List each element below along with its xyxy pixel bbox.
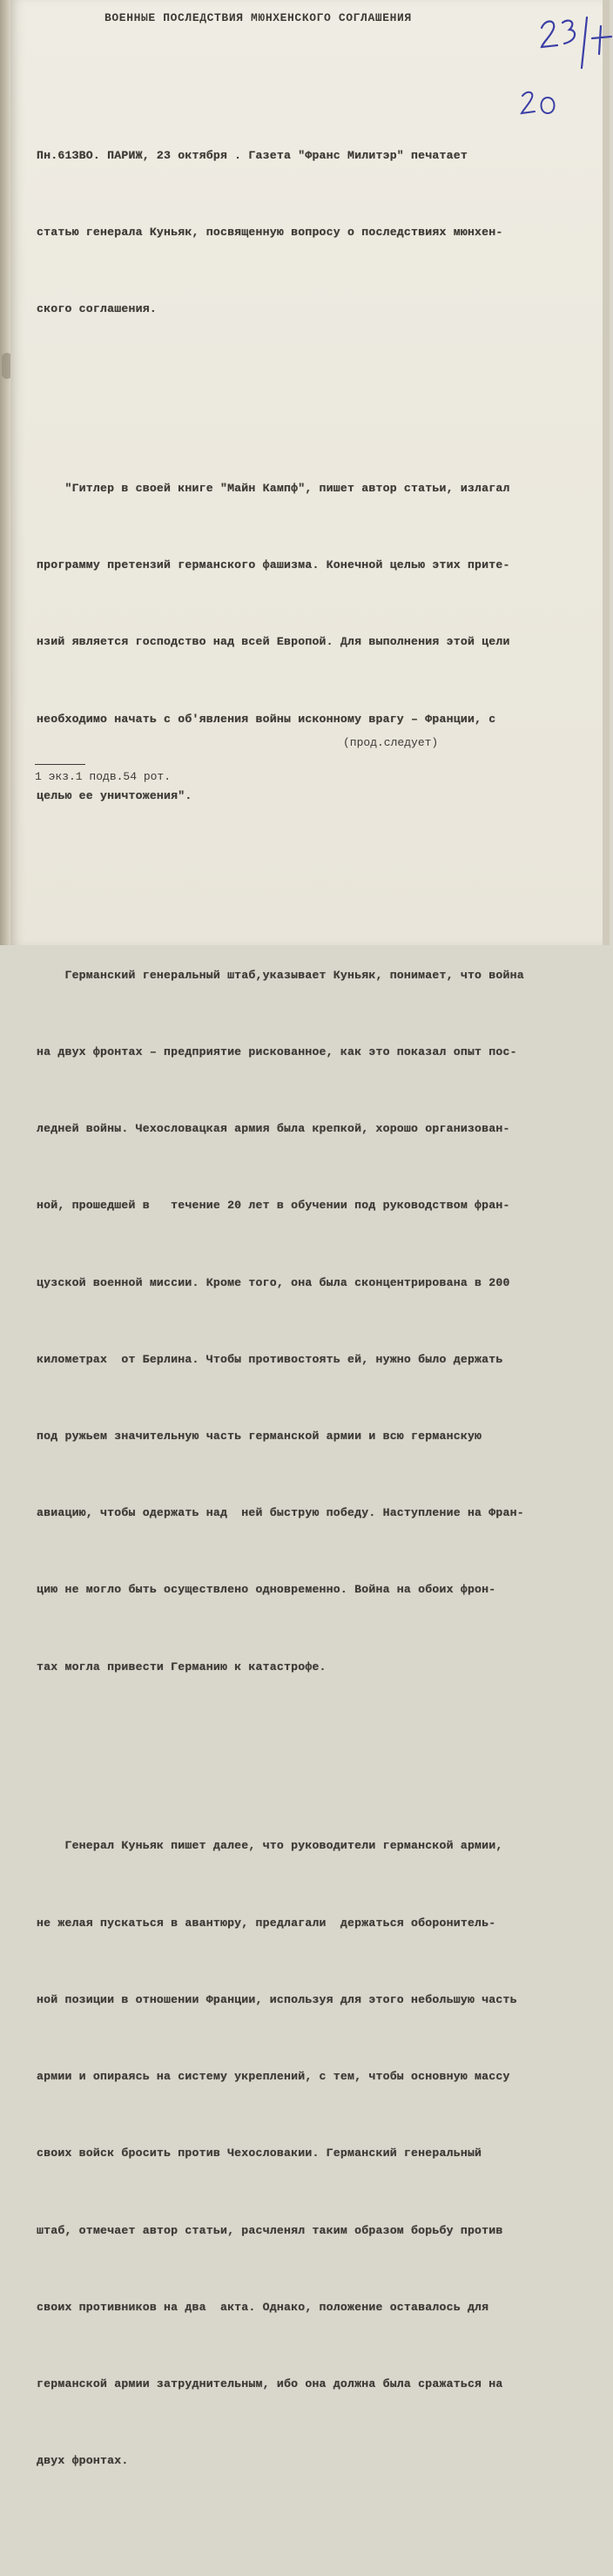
- text-line: статью генерала Куньяк, посвященную вопросу о последствиях мюнхен-: [37, 225, 503, 239]
- text-line: тах могла привести Германию к катастрофе.: [37, 1660, 327, 1673]
- paragraph-2: [37, 424, 524, 860]
- footnote-rule: [35, 764, 85, 765]
- paper-sheet: [10, 0, 603, 2468]
- continuation-note: (прод.следует): [343, 736, 439, 749]
- document-body: [37, 40, 524, 2576]
- text-line: своих войск бросить против Чехословакии. Германский генеральный: [37, 2147, 482, 2160]
- text-line: километрах от Берлина. Чтобы противостоять ей, нужно было держать: [37, 1352, 503, 1366]
- text-line: ледней войны. Чехословацкая армия была крепкой, хорошо организован-: [37, 1122, 510, 1136]
- text-line: двух фронтах.: [37, 2454, 129, 2468]
- paragraph-1: [37, 91, 524, 373]
- text-line: на двух фронтах – предприятие рискованное, как это показал опыт пос-: [37, 1045, 517, 1058]
- paragraph-3: [37, 911, 524, 1731]
- text-line: ной, прошедшей в течение 20 лет в обучении под руководством фран-: [37, 1199, 510, 1213]
- text-line: штаб, отмечает автор статьи, расчленял таким образом борьбу против: [37, 2223, 503, 2237]
- document-heading: ВОЕННЫЕ ПОСЛЕДСТВИЯ МЮНХЕНСКОГО СОГЛАШЕНИЯ: [104, 11, 412, 24]
- distribution-footnote: 1 экз.1 подв.54 рот.: [35, 770, 172, 783]
- paragraph-4: [37, 1782, 524, 2525]
- text-line: целью ее уничтожения".: [37, 788, 192, 802]
- text-line: германской армии затруднительным, ибо она должна была сражаться на: [37, 2377, 503, 2390]
- text-line: армии и опираясь на систему укреплений, с тем, чтобы основную массу: [37, 2070, 510, 2084]
- handwritten-margin-number: [520, 89, 562, 118]
- text-line: цию не могло быть осуществлено одновременно. Война на обоих фрон-: [37, 1583, 496, 1597]
- text-line: Пн.61ЗВО. ПАРИЖ, 23 октября . Газета "Франс Милитэр" печатает: [37, 148, 468, 162]
- text-line: нзий является господство над всей Европой. Для выполнения этой цели: [37, 635, 510, 649]
- text-line: программу претензий германского фашизма. Конечной целью этих прите-: [37, 558, 510, 572]
- text-line: цузской военной миссии. Кроме того, она была сконцентрирована в 200: [37, 1275, 510, 1289]
- text-line: авиацию, чтобы одержать над ней быструю победу. Наступление на Фран-: [37, 1506, 524, 1520]
- text-line: ского соглашения.: [37, 302, 157, 316]
- text-line: не желая пускаться в авантюру, предлагали держаться оборонитель-: [37, 1916, 496, 1930]
- text-line: необходимо начать с об'явления войны исконному врагу – Франции, с: [37, 712, 496, 726]
- text-line: Германский генеральный штаб,указывает Куньяк, понимает, что война: [37, 968, 524, 982]
- text-line: своих противников на два акта. Однако, положение оставалось для: [37, 2300, 489, 2314]
- handwritten-archive-mark: [538, 16, 613, 71]
- text-line: под ружьем значительную часть германской армии и всю германскую: [37, 1429, 482, 1443]
- text-line: "Гитлер в своей книге "Майн Кампф", пишет автор статьи, излагал: [37, 481, 510, 495]
- text-line: ной позиции в отношении Франции, используя для этого небольшую часть: [37, 1992, 517, 2006]
- text-line: Генерал Куньяк пишет далее, что руководители германской армии,: [37, 1839, 503, 1853]
